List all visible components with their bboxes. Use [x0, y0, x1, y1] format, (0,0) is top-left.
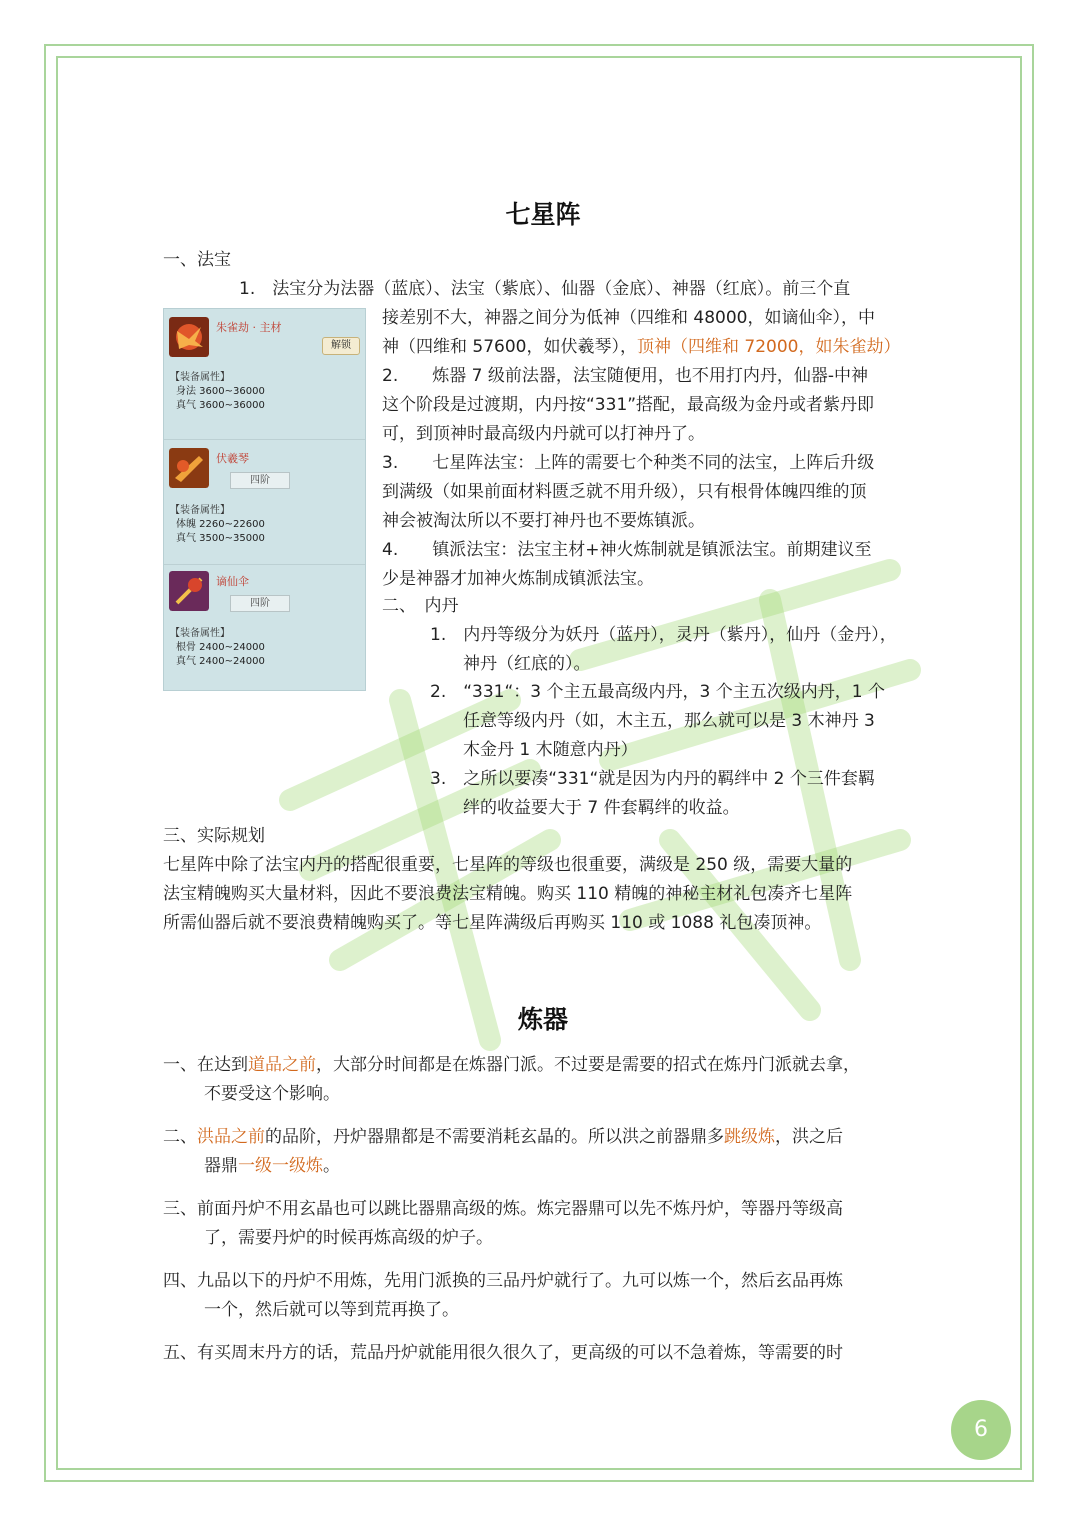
- attr-line: 根骨 2400~24000: [176, 642, 265, 653]
- neidan-item-2-line-3: 木金丹 1 木随意内丹）: [463, 740, 638, 760]
- attr-heading: 【装备属性】: [170, 505, 230, 516]
- heading-plan: 三、实际规划: [163, 826, 265, 846]
- neidan-item-2-line-2: 任意等级内丹（如，木主五，那么就可以是 3 木神丹 3: [463, 711, 875, 731]
- neidan-item-3-line-1: 3. 之所以要凑“331“就是因为内丹的羁绊中 2 个三件套羁: [430, 769, 875, 789]
- fabao-item-3-line-3: 神会被淘汰所以不要打神丹也不要炼镇派。: [382, 511, 705, 531]
- lianqi-item-2-a: 二、: [163, 1127, 197, 1147]
- tier-badge: 四阶: [230, 472, 290, 489]
- fabao-item-3-line-1: 3. 七星阵法宝：上阵的需要七个种类不同的法宝，上阵后升级: [382, 453, 875, 473]
- fabao-item-1-line-1: 1. 法宝分为法器（蓝底）、法宝（紫底）、仙器（金底）、神器（红底）。前三个直: [239, 279, 851, 299]
- qin-icon: [169, 448, 209, 488]
- plan-line-2: 法宝精魄购买大量材料，因此不要浪费法宝精魄。购买 110 精魄的神秘主材礼包凑齐七星阵: [163, 884, 853, 904]
- lianqi-item-4-line-1: 四、九品以下的丹炉不用炼，先用门派换的三品丹炉就行了。九可以炼一个，然后玄品再炼: [163, 1271, 843, 1291]
- tier-badge: 四阶: [230, 595, 290, 612]
- game-item-screenshot: [163, 308, 366, 691]
- attr-line: 真气 3500~35000: [176, 533, 265, 544]
- highlight-hongpin: 洪品之前: [197, 1127, 265, 1147]
- neidan-item-2-line-1: 2. “331“：3 个主五最高级内丹，3 个主五次级内丹，1 个: [430, 682, 885, 702]
- lianqi-item-2-l2a: 器鼎: [204, 1156, 238, 1176]
- fabao-item-1-line-2: 接差别不大，神器之间分为低神（四维和 48000，如谪仙伞），中: [382, 308, 875, 328]
- umbrella-icon: [169, 571, 209, 611]
- section-title-lianqi: 炼器: [517, 1005, 568, 1034]
- highlight-yiji: 一级一级炼: [238, 1156, 323, 1176]
- highlight-daopin: 道品之前: [248, 1055, 316, 1075]
- plan-line-1: 七星阵中除了法宝内丹的搭配很重要，七星阵的等级也很重要，满级是 250 级，需要大量的: [163, 855, 853, 875]
- lianqi-item-1-a: 一、在达到: [163, 1055, 248, 1075]
- fabao-item-4-line-1: 4. 镇派法宝：法宝主材+神火炼制就是镇派法宝。前期建议至: [382, 540, 872, 560]
- item-name-fuxi: 伏羲琴: [216, 452, 249, 465]
- lianqi-item-2-c: 的品阶，丹炉器鼎都是不需要消耗玄晶的。所以洪之前器鼎多: [265, 1127, 724, 1147]
- highlight-tiaoji: 跳级炼: [724, 1127, 775, 1147]
- fabao-item-1-text: 神（四维和 57600，如伏羲琴），: [382, 337, 637, 357]
- lianqi-item-4-line-2: 一个，然后就可以等到荒再换了。: [204, 1300, 459, 1320]
- lianqi-item-2-line-1: [163, 1123, 843, 1152]
- attr-line: 身法 3600~36000: [176, 386, 265, 397]
- fabao-item-2-line-2: 这个阶段是过渡期，内丹按“331”搭配，最高级为金丹或者紫丹即: [382, 395, 875, 415]
- lianqi-item-3-line-2: 了，需要丹炉的时候再炼高级的炉子。: [204, 1228, 493, 1248]
- item-name-zhexian: 谪仙伞: [216, 575, 249, 588]
- fabao-item-2-line-1: 2. 炼器 7 级前法器，法宝随便用，也不用打内丹，仙器-中神: [382, 366, 868, 386]
- unlock-button[interactable]: 解锁: [322, 337, 360, 355]
- lianqi-item-2-line-2: [204, 1152, 340, 1181]
- attr-line: 真气 2400~24000: [176, 656, 265, 667]
- section-title-qixingzhen: 七星阵: [505, 200, 581, 229]
- neidan-item-1-line-2: 神丹（红底的）。: [463, 654, 591, 674]
- attr-heading: 【装备属性】: [170, 372, 230, 383]
- neidan-item-1-line-1: 1. 内丹等级分为妖丹（蓝丹），灵丹（紫丹），仙丹（金丹），: [430, 625, 897, 645]
- fabao-item-2-line-3: 可，到顶神时最高级内丹就可以打神丹了。: [382, 424, 705, 444]
- highlight-dingshen: 顶神（四维和 72000，如朱雀劫）: [636, 337, 901, 357]
- lianqi-item-5-line-1: 五、有买周末丹方的话，荒品丹炉就能用很久很久了，更高级的可以不急着炼，等需要的时: [163, 1343, 843, 1363]
- lianqi-item-1-line-1: [163, 1051, 860, 1080]
- heading-neidan: 二、 内丹: [382, 596, 459, 616]
- fabao-item-4-line-2: 少是神器才加神火炼制成镇派法宝。: [382, 569, 654, 589]
- item-card-zhexian: [164, 564, 365, 691]
- neidan-item-3-line-2: 绊的收益要大于 7 件套羁绊的收益。: [463, 798, 740, 818]
- page-number-badge: 6: [951, 1400, 1011, 1460]
- fabao-item-1-line-3: [382, 333, 900, 362]
- item-card-zhuque: [164, 309, 365, 439]
- attr-heading: 【装备属性】: [170, 628, 230, 639]
- heading-fabao: 一、法宝: [163, 250, 231, 270]
- lianqi-item-2-l2c: 。: [323, 1156, 340, 1176]
- item-card-fuxi: [164, 439, 365, 565]
- plan-line-3: 所需仙器后就不要浪费精魄购买了。等七星阵满级后再购买 110 或 1088 礼包凑顶神。: [163, 913, 822, 933]
- item-name-zhuque: 朱雀劫 · 主材: [216, 321, 282, 334]
- lianqi-item-1-c: ，大部分时间都是在炼器门派。不过要是需要的招式在炼丹门派就去拿，: [316, 1055, 860, 1075]
- attr-line: 体魄 2260~22600: [176, 519, 265, 530]
- attr-line: 真气 3600~36000: [176, 400, 265, 411]
- fabao-item-3-line-2: 到满级（如果前面材料匮乏就不用升级），只有根骨体魄四维的顶: [382, 482, 867, 502]
- lianqi-item-3-line-1: 三、前面丹炉不用玄晶也可以跳比器鼎高级的炼。炼完器鼎可以先不炼丹炉，等器丹等级高: [163, 1199, 843, 1219]
- lianqi-item-2-e: ，洪之后: [775, 1127, 843, 1147]
- phoenix-icon: [169, 317, 209, 357]
- lianqi-item-1-line-2: 不要受这个影响。: [204, 1084, 340, 1104]
